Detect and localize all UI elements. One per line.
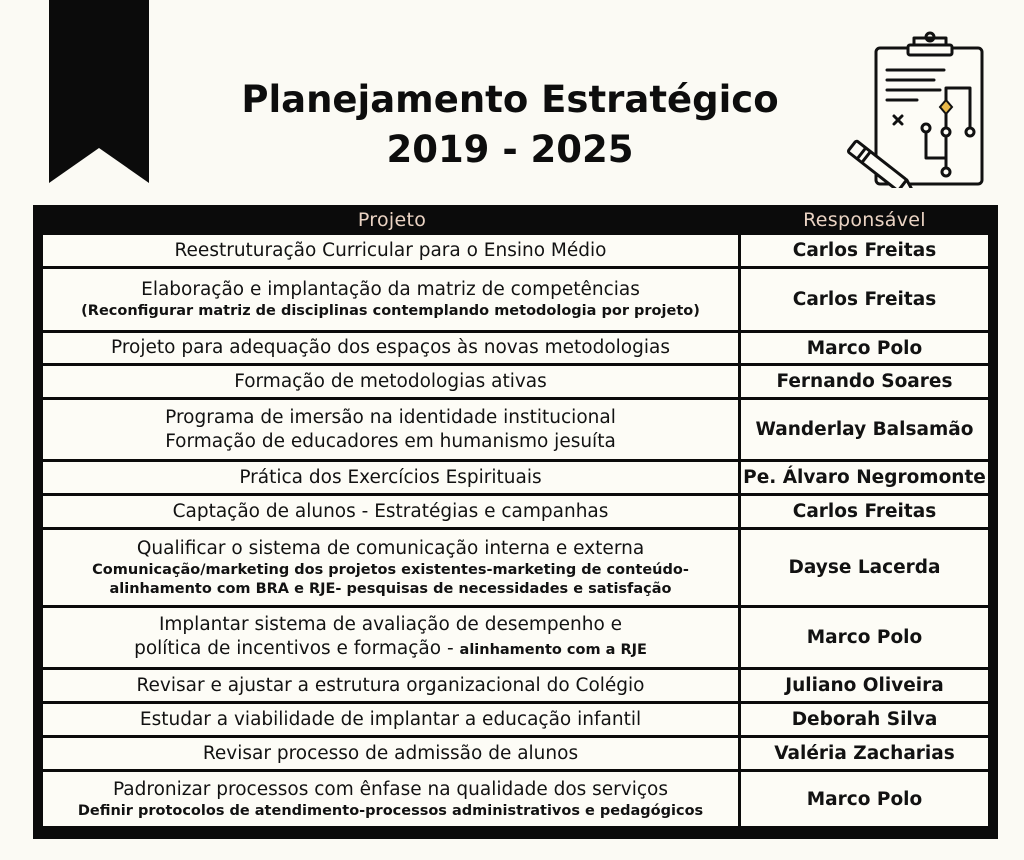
table-row (43, 462, 988, 493)
project-title: Reestruturação Curricular para o Ensino Médio (174, 239, 607, 261)
title-line-2: 2019 - 2025 (386, 128, 634, 171)
project-title: Revisar e ajustar a estrutura organizacional do Colégio (136, 674, 645, 696)
responsible-cell (741, 462, 988, 493)
project-title: Qualificar o sistema de comunicação interna e externa (136, 537, 645, 559)
responsible-cell (741, 772, 988, 826)
table-row (43, 366, 988, 397)
table-row (43, 670, 988, 701)
strategic-plan-table (33, 205, 998, 839)
responsible-cell (741, 670, 988, 701)
project-cell (43, 738, 738, 769)
project-title-line-2 (134, 637, 647, 662)
table-row (43, 608, 988, 667)
responsible-name: Carlos Freitas (792, 240, 937, 261)
table-header (43, 205, 988, 235)
responsible-name: Dayse Lacerda (788, 557, 941, 578)
responsible-name: Marco Polo (806, 337, 923, 359)
table-row (43, 738, 988, 769)
responsible-cell (741, 366, 988, 397)
responsible-name: Marco Polo (806, 788, 923, 810)
project-cell (43, 670, 738, 701)
project-detail: Comunicação/marketing dos projetos existentes-marketing de conteúdo- (92, 561, 689, 578)
project-cell (43, 462, 738, 493)
project-cell (43, 333, 738, 363)
project-title: Programa de imersão na identidade institucional (165, 406, 616, 428)
project-cell (43, 269, 738, 330)
table-row (43, 235, 988, 266)
project-cell (43, 400, 738, 459)
table-row (43, 530, 988, 605)
project-cell (43, 704, 738, 735)
responsible-name: Pe. Álvaro Negromonte (743, 467, 986, 488)
table-body (43, 235, 988, 826)
project-cell (43, 496, 738, 527)
responsible-name: Valéria Zacharias (774, 743, 955, 764)
project-title: Formação de metodologias ativas (234, 370, 547, 392)
project-detail-line-2: alinhamento com BRA e RJE- pesquisas de necessidades e satisfação (109, 580, 672, 597)
responsible-cell (741, 738, 988, 769)
project-title-text: política de incentivos e formação - (134, 638, 460, 659)
responsible-name: Carlos Freitas (792, 289, 937, 310)
header-project: Projeto (357, 209, 427, 231)
responsible-cell (741, 608, 988, 667)
responsible-name: Wanderlay Balsamão (755, 419, 974, 440)
table-row (43, 496, 988, 527)
project-detail: (Reconfigurar matriz de disciplinas contemplando metodologia por projeto) (81, 303, 700, 319)
table-row (43, 333, 988, 363)
project-detail: Definir protocolos de atendimento-processos administrativos e pedagógicos (77, 802, 704, 819)
responsible-cell (741, 269, 988, 330)
responsible-name: Marco Polo (806, 627, 923, 648)
project-title: Revisar processo de admissão de alunos (202, 742, 579, 764)
header-responsible: Responsável (803, 209, 926, 231)
project-cell (43, 235, 738, 266)
project-detail-inline: alinhamento com a RJE (459, 642, 647, 658)
title-line-1: Planejamento Estratégico (241, 78, 779, 121)
project-cell (43, 608, 738, 667)
project-title: Projeto para adequação dos espaços às novas metodologias (111, 337, 670, 358)
responsible-name: Juliano Oliveira (785, 675, 944, 696)
responsible-name: Fernando Soares (776, 371, 953, 392)
project-title: Estudar a viabilidade de implantar a educação infantil (139, 708, 642, 730)
table-row (43, 400, 988, 459)
table-row (43, 772, 988, 826)
project-cell (43, 530, 738, 605)
responsible-name: Deborah Silva (791, 709, 938, 730)
table-row (43, 704, 988, 735)
responsible-name: Carlos Freitas (792, 501, 937, 522)
project-title: Elaboração e implantação da matriz de competências (141, 279, 640, 300)
responsible-cell (741, 704, 988, 735)
project-title: Prática dos Exercícios Espirituais (239, 466, 542, 488)
responsible-cell (741, 333, 988, 363)
bookmark-ribbon-icon (49, 0, 149, 183)
table-row (43, 269, 988, 330)
project-title-line-2: Formação de educadores em humanismo jesuíta (165, 430, 616, 452)
project-title: Captação de alunos - Estratégias e campanhas (172, 500, 609, 522)
project-cell (43, 772, 738, 826)
responsible-cell (741, 530, 988, 605)
clipboard-plan-icon (842, 28, 990, 188)
responsible-cell (741, 496, 988, 527)
project-cell (43, 366, 738, 397)
responsible-cell (741, 235, 988, 266)
project-title: Padronizar processos com ênfase na qualidade dos serviços (112, 778, 669, 800)
responsible-cell (741, 400, 988, 459)
project-title: Implantar sistema de avaliação de desempenho e (158, 614, 623, 635)
page-title (160, 75, 860, 175)
